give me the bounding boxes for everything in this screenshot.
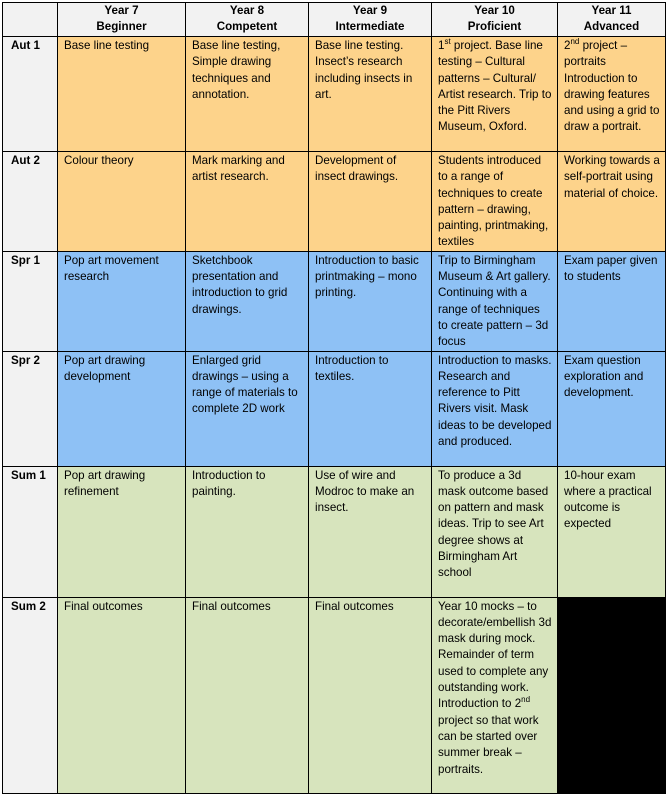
column-year: Year 10 [474,4,515,17]
row-header-aut-1: Aut 1 [3,37,58,152]
cell-aut-1-year-9: Base line testing. Insect’s research including insects in art. [309,37,432,152]
cell-text: project. Base line testing – Cultural patterns – Cultural/ Artist research. Trip to the Pitt Rivers Museum, Oxford. [438,39,552,134]
table-row-sum-2 [3,597,666,793]
cell-aut-1-year-8: Base line testing, Simple drawing techniques and annotation. [186,37,309,152]
table-row-aut-1 [3,37,666,152]
cell-spr-2-year-10: Introduction to masks. Research and reference to Pitt Rivers visit. Mask ideas to be developed and produced. [432,351,558,466]
row-header-aut-2: Aut 2 [3,152,58,252]
cell-aut-2-year-11: Working towards a self-portrait using material of choice. [558,152,666,252]
cell-sum-1-year-7: Pop art drawing refinement [58,466,186,597]
cell-aut-1-year-7: Base line testing [58,37,186,152]
cell-spr-2-year-9: Introduction to textiles. [309,351,432,466]
cell-aut-2-year-9: Development of insect drawings. [309,152,432,252]
table-row-aut-2 [3,152,666,252]
cell-spr-1-year-7: Pop art movement research [58,251,186,351]
row-header-spr-2: Spr 2 [3,351,58,466]
cell-sum-1-year-10: To produce a 3d mask outcome based on pattern and mask ideas. Trip to see Art degree shows at Birmingham Art school [432,466,558,597]
cell-sum-2-year-9: Final outcomes [309,597,432,793]
row-header-spr-1: Spr 1 [3,251,58,351]
ordinal-suffix: nd [521,695,531,705]
cell-aut-2-year-8: Mark marking and artist research. [186,152,309,252]
cell-sum-2-year-11-blank [558,597,666,793]
column-level: Advanced [583,20,640,34]
header-row [3,3,666,37]
cell-sum-2-year-10 [432,597,558,793]
table-row-sum-1 [3,466,666,597]
cell-aut-2-year-10: Students introduced to a range of techniques to create pattern – drawing, painting, printmaking, textiles [432,152,558,252]
row-header-sum-2: Sum 2 [3,597,58,793]
cell-text: Year 10 mocks – to decorate/embellish 3d mask during mock. Remainder of term used to complete any outstanding work. Introduction to 2 [438,599,552,711]
table-row-spr-2 [3,351,666,466]
ordinal-number: 1 [438,39,445,52]
cell-spr-1-year-10: Trip to Birmingham Museum & Art gallery. Continuing with a range of techniques to create pattern – 3d focus [432,251,558,351]
table-row-spr-1 [3,251,666,351]
cell-spr-1-year-8: Sketchbook presentation and introduction to grid drawings. [186,251,309,351]
cell-sum-2-year-8: Final outcomes [186,597,309,793]
cell-spr-2-year-11: Exam question exploration and development. [558,351,666,466]
column-level: Intermediate [335,20,405,34]
column-level: Competent [216,20,278,34]
cell-aut-1-year-11 [558,37,666,152]
column-header-year-8 [186,3,309,37]
cell-sum-1-year-11: 10-hour exam where a practical outcome is expected [558,466,666,597]
column-year: Year 7 [104,4,139,17]
cell-spr-1-year-9: Introduction to basic printmaking – mono printing. [309,251,432,351]
cell-aut-2-year-7: Colour theory [58,152,186,252]
cell-sum-1-year-9: Use of wire and Modroc to make an insect. [309,466,432,597]
cell-sum-2-year-7: Final outcomes [58,597,186,793]
column-level: Beginner [96,20,147,34]
cell-spr-1-year-11: Exam paper given to students [558,251,666,351]
column-year: Year 8 [229,4,265,17]
cell-text: project so that work can be started over summer break – portraits. [438,713,539,776]
ordinal-number: 2 [564,39,571,52]
row-header-sum-1: Sum 1 [3,466,58,597]
curriculum-table [2,2,666,794]
cell-spr-2-year-7: Pop art drawing development [58,351,186,466]
column-header-year-10 [432,3,558,37]
column-header-year-7 [58,3,186,37]
ordinal-suffix: nd [570,37,580,46]
column-level: Proficient [467,20,522,34]
cell-sum-1-year-8: Introduction to painting. [186,466,309,597]
cell-aut-1-year-10 [432,37,558,152]
column-header-year-11 [558,3,666,37]
cell-text: project – portraits Introduction to drawing features and using a grid to draw a portrait. [564,39,660,134]
ordinal-suffix: st [444,37,451,46]
column-header-year-9 [309,3,432,37]
corner-cell [3,3,58,37]
column-year: Year 11 [591,4,632,17]
cell-spr-2-year-8: Enlarged grid drawings – using a range of materials to complete 2D work [186,351,309,466]
column-year: Year 9 [352,4,388,17]
